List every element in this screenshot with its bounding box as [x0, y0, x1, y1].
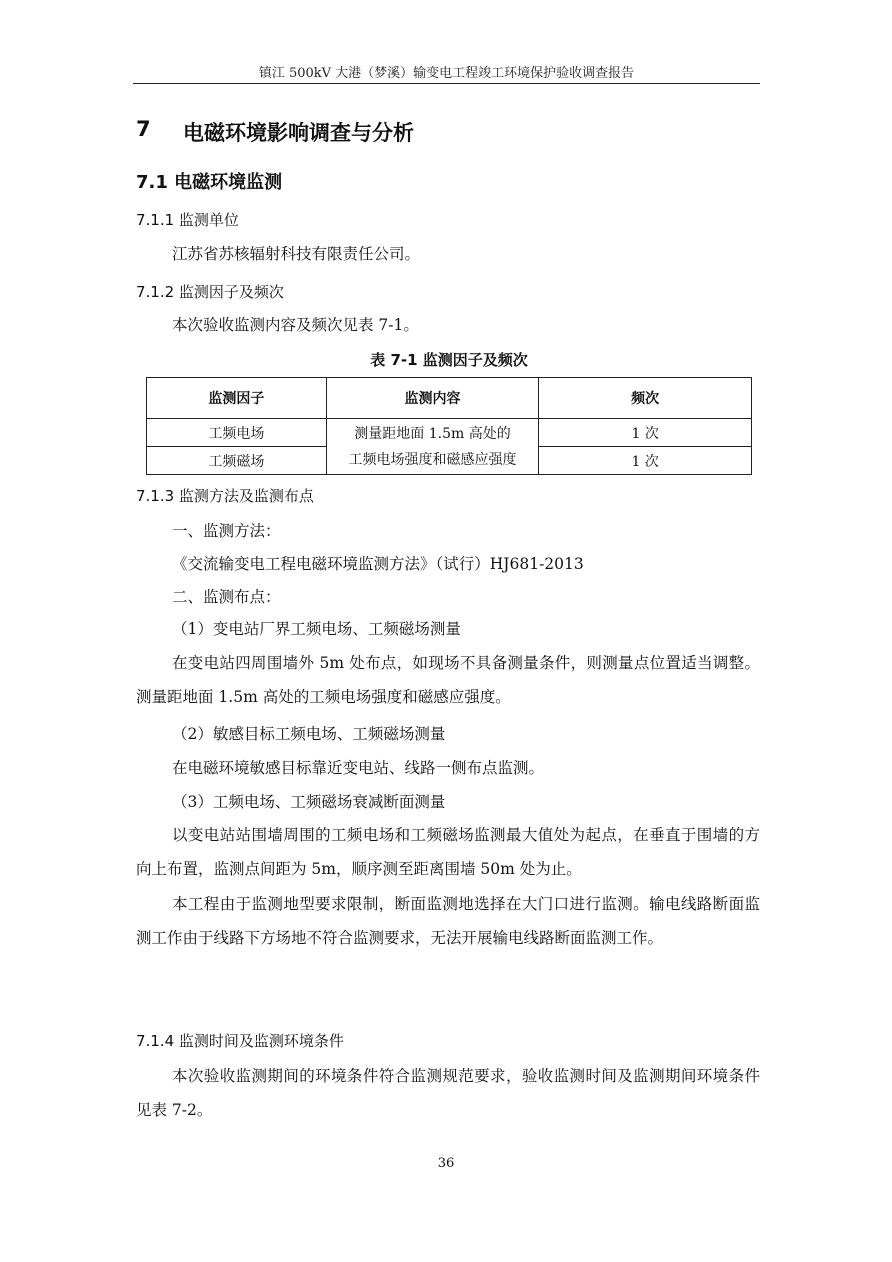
method-label: 一、监测方法： [172, 522, 281, 540]
table-header-row [147, 378, 752, 419]
running-header: 镇江 500kV 大港（梦溪）输变电工程竣工环境保护验收调查报告 [258, 66, 635, 81]
layout-label: 二、监测布点： [172, 588, 281, 606]
cell-frequency: 1 次 [539, 447, 752, 475]
page-number: 36 [437, 1156, 455, 1171]
header-divider [133, 83, 760, 84]
section-note-text: 本工程由于监测地型要求限制，断面监测地选择在大门口进行监测。输电线路断面监测工作由于线路下方场地不符合监测要求，无法开展输电线路断面监测工作。 [136, 895, 760, 947]
cell-content-merged [326, 419, 539, 475]
monitoring-content-text: 本次验收监测内容及频次见表 7-1。 [172, 316, 419, 334]
section-7-1-2-heading: 7.1.2 监测因子及频次 [136, 283, 284, 301]
monitoring-conditions-text: 本次验收监测期间的环境条件符合监测规范要求，验收监测时间及监测期间环境条件见表 7-2。 [136, 1067, 760, 1119]
cell-factor: 工频磁场 [147, 447, 327, 475]
section-7-1-3-heading: 7.1.3 监测方法及监测布点 [136, 487, 314, 505]
header-cell-frequency: 频次 [539, 378, 752, 419]
item-1-text: 在变电站四周围墙外 5m 处布点，如现场不具备测量条件，则测量点位置适当调整。测量距地面 1.5m 高处的工频电场强度和磁感应强度。 [136, 654, 760, 706]
item-2-title: （2）敏感目标工频电场、工频磁场测量 [172, 725, 446, 743]
section-7-1-heading: 7.1 电磁环境监测 [136, 172, 283, 193]
table-7-1-caption: 表 7-1 监测因子及频次 [370, 351, 528, 369]
cell-factor: 工频电场 [147, 419, 327, 447]
header-cell-content: 监测内容 [326, 378, 539, 419]
content-line-1: 测量距地面 1.5m 高处的 [354, 425, 511, 442]
section-7-1-4-heading: 7.1.4 监测时间及监测环境条件 [136, 1032, 344, 1050]
item-1-title: （1）变电站厂界工频电场、工频磁场测量 [172, 620, 461, 638]
method-reference: 《交流输变电工程电磁环境监测方法》（试行）HJ681-2013 [172, 555, 584, 573]
section-7-1-1-heading: 7.1.1 监测单位 [136, 211, 239, 229]
chapter-title: 电磁环境影响调查与分析 [183, 121, 414, 145]
cell-frequency: 1 次 [539, 419, 752, 447]
chapter-number: 7 [136, 117, 151, 141]
monitoring-unit-text: 江苏省苏核辐射科技有限责任公司。 [172, 245, 421, 263]
item-2-text: 在电磁环境敏感目标靠近变电站、线路一侧布点监测。 [172, 759, 545, 777]
table-row [147, 419, 752, 447]
item-3-title: （3）工频电场、工频磁场衰减断面测量 [172, 793, 446, 811]
item-3-text: 以变电站站围墙周围的工频电场和工频磁场监测最大值处为起点，在垂直于围墙的方向上布置，监测点间距为 5m，顺序测至距离围墙 50m 处为止。 [136, 826, 760, 878]
table-7-1 [146, 377, 752, 475]
content-line-2: 工频电场强度和磁感应强度 [348, 451, 517, 468]
header-cell-factor: 监测因子 [147, 378, 327, 419]
